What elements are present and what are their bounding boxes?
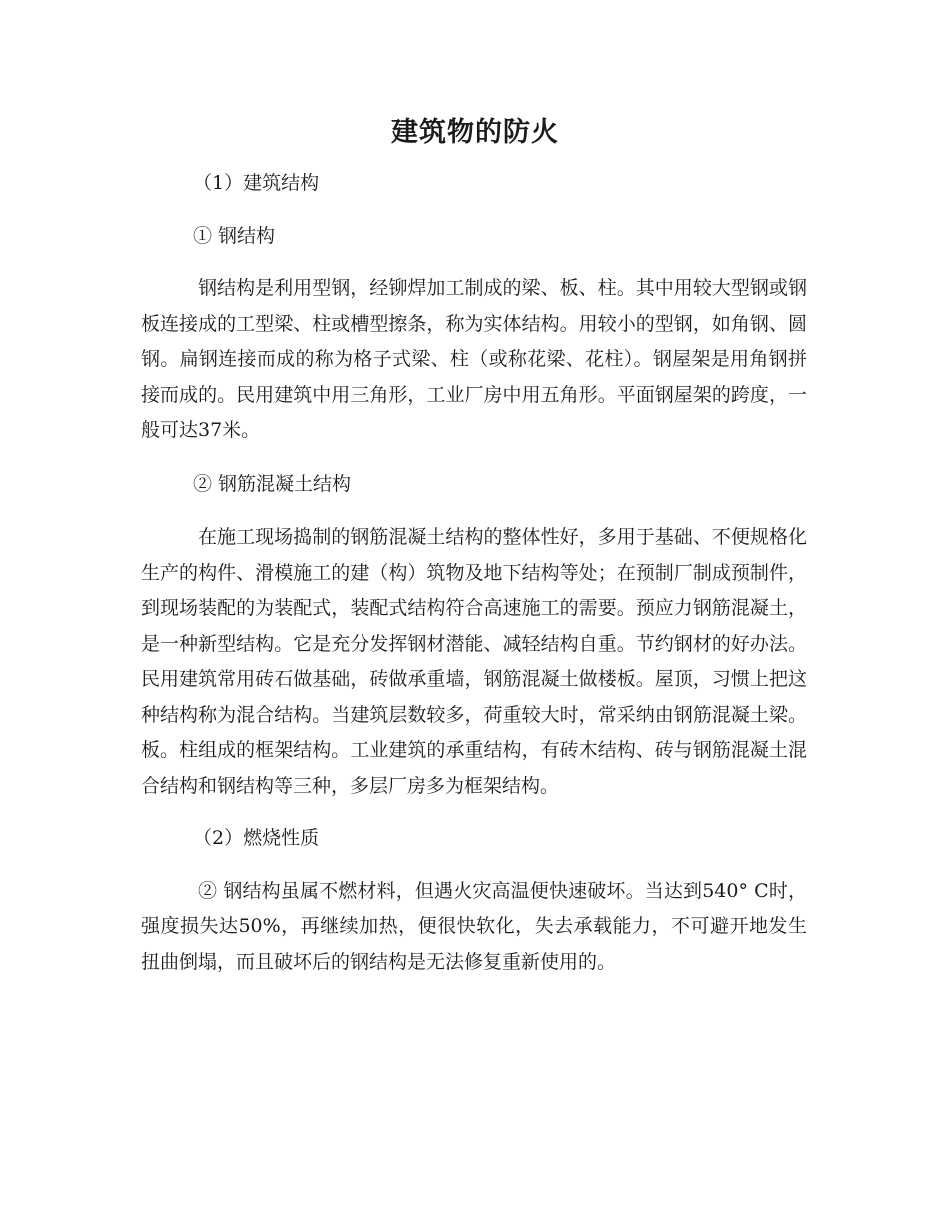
document-title: 建筑物的防火: [391, 117, 559, 148]
section-heading-combustion: （2）燃烧性质: [193, 827, 320, 849]
subheading-reinforced-concrete: ② 钢筋混凝土结构: [193, 472, 352, 495]
section-heading-structure: （1）建筑结构: [193, 172, 320, 194]
paragraph-reinforced-concrete: 在施工现场捣制的钢筋混凝土结构的整体性好，多用于基础、不便规格化生产的构件、滑模施工的建（构）筑物及地下结构等处；在预制厂制成预制件，到现场装配的为装配式，装配式结构符合高速施工的需要。预应力钢筋混凝土，是一种新型结构。它是充分发挥钢材潜能、减轻结构自重。节约钢材的好办法。民用建筑常用砖石做基础，砖做承重墙，钢筋混凝土做楼板。屋顶，习惯上把这种结构称为混合结构。当建筑层数较多，荷重较大时，常采纳由钢筋混凝土梁。板。柱组成的框架结构。工业建筑的承重结构，有砖木结构、砖与钢筋混凝土混合结构和钢结构等三种，多层厂房多为框架结构。: [141, 526, 807, 797]
subheading-steel-structure: ① 钢结构: [193, 224, 276, 247]
document-body: [141, 166, 807, 980]
paragraph-steel-fire: ② 钢结构虽属不燃材料，但遇火灾高温便快速破坏。当达到540° C时，强度损失达50%，再继续加热，便很快软化，失去承载能力，不可避开地发生扭曲倒塌，而且破坏后的钢结构是无法修复重新使用的。: [141, 879, 807, 973]
paragraph-steel-structure: 钢结构是利用型钢，经铆焊加工制成的梁、板、柱。其中用较大型钢或钢板连接成的工型梁、柱或槽型擦条，称为实体结构。用较小的型钢，如角钢、圆钢。扁钢连接而成的称为格子式梁、柱（或称花梁、花柱）。钢屋架是用角钢拼接而成的。民用建筑中用三角形，工业厂房中用五角形。平面钢屋架的跨度，一般可达37米。: [141, 277, 807, 441]
